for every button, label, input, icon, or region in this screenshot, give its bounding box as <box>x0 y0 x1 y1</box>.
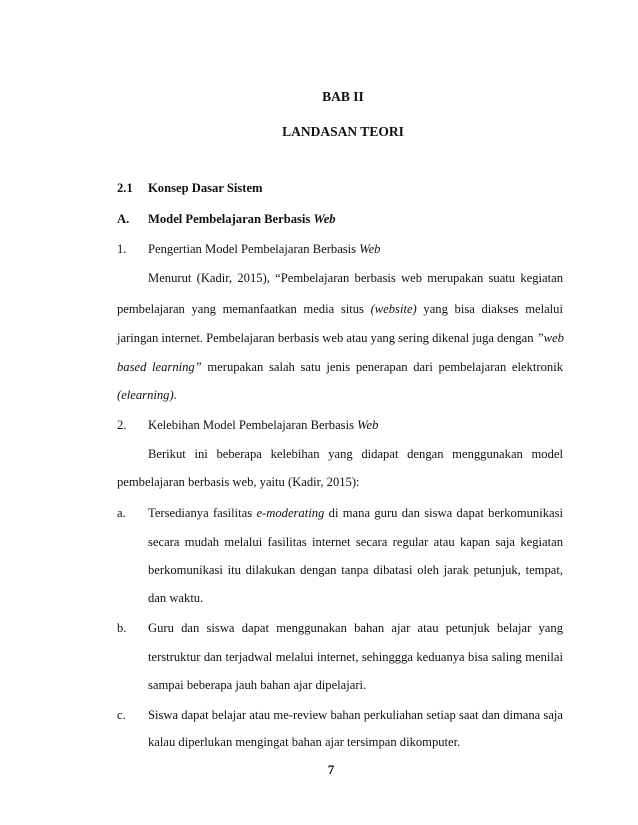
chapter-number: BAB II <box>322 89 364 104</box>
paragraph-1-line-2: pembelajaran yang memanfaatkan media situs (website) yang bisa diakses melalui <box>117 302 563 316</box>
subsection-a-title: Model Pembelajaran Berbasis Web <box>148 212 336 226</box>
page-number: 7 <box>327 762 335 777</box>
subsection-a-number: A. <box>117 212 130 226</box>
list-b-line-2: terstruktur dan terjadwal melalui internet, sehinggga keduanya bisa saling menilai <box>148 650 563 664</box>
paragraph-1-line-4: based learning” merupakan salah satu jenis penerapan dari pembelajaran elektronik <box>117 360 563 374</box>
list-b-line-3: sampai beberapa jauh bahan ajar dipelajari. <box>148 678 367 692</box>
paragraph-1-line-5: (elearning). <box>117 388 177 402</box>
list-b-marker: b. <box>117 621 127 635</box>
list-c-marker: c. <box>117 708 126 722</box>
item-2-number: 2. <box>117 418 127 432</box>
list-a-line-1: Tersedianya fasilitas e-moderating di mana guru dan siswa dapat berkomunikasi <box>148 506 564 520</box>
list-a-line-4: dan waktu. <box>148 591 204 605</box>
list-c-line-2: kalau diperlukan mengingat bahan ajar tersimpan dikomputer. <box>148 735 461 749</box>
paragraph-2-line-2: pembelajaran berbasis web, yaitu (Kadir, 2015): <box>117 475 360 489</box>
item-2-title: Kelebihan Model Pembelajaran Berbasis Web <box>148 418 379 432</box>
list-b-line-1: Guru dan siswa dapat menggunakan bahan ajar atau petunjuk belajar yang <box>148 621 563 635</box>
list-a-line-3: berkomunikasi itu dilakukan dengan tanpa dibatasi oleh jarak petunjuk, tempat, <box>148 563 563 577</box>
item-1-number: 1. <box>117 242 127 256</box>
section-title: Konsep Dasar Sistem <box>148 181 263 195</box>
list-a-marker: a. <box>117 506 126 520</box>
item-1-title: Pengertian Model Pembelajaran Berbasis Web <box>148 242 381 256</box>
paragraph-1-line-1: Menurut (Kadir, 2015), “Pembelajaran berbasis web merupakan suatu kegiatan <box>148 271 563 285</box>
paragraph-1-line-3: jaringan internet. Pembelajaran berbasis web atau yang sering dikenal juga dengan ”web <box>117 331 564 345</box>
section-number: 2.1 <box>117 181 133 195</box>
paragraph-2-line-1: Berikut ini beberapa kelebihan yang didapat dengan menggunakan model <box>148 447 563 461</box>
list-a-line-2: secara mudah melalui fasilitas internet secara regular atau kapan saja kegiatan <box>148 535 563 549</box>
chapter-title: LANDASAN TEORI <box>282 124 404 139</box>
list-c-line-1: Siswa dapat belajar atau me-review bahan perkuliahan setiap saat dan dimana saja <box>148 708 563 722</box>
